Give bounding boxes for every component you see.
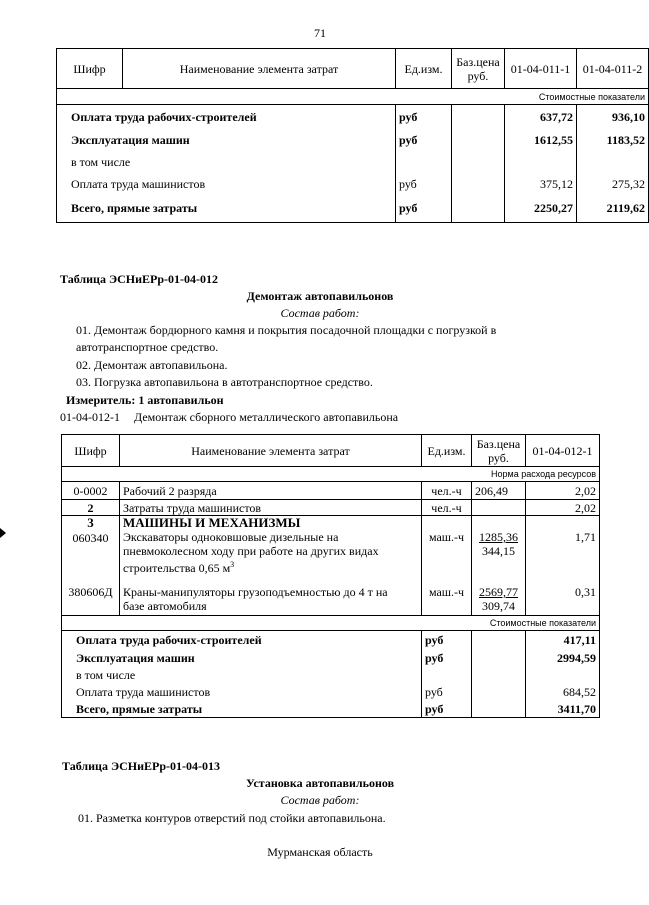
work-item-01: 01. Демонтаж бордюрного камня и покрытия посадочной площадки с погрузкой в — [76, 323, 497, 337]
row-name-line: строительства 0,65 м — [123, 561, 231, 575]
row-price-sub: 309,74 — [482, 599, 515, 613]
header-base-price: Баз.цена руб. — [472, 435, 526, 467]
row-unit: чел.-ч — [422, 500, 472, 516]
labor-label: Оплата труда рабочих-строителей — [57, 105, 396, 129]
row-code: 380606Д — [62, 578, 120, 616]
work-item-013-01: 01. Разметка контуров отверстий под стойки автопавильона. — [78, 811, 386, 825]
meter-label: Измеритель: 1 автопавильон — [66, 393, 224, 407]
header-col-01-04-011-1: 01-04-011-1 — [505, 49, 577, 89]
operators-value-1: 375,12 — [505, 173, 577, 195]
total-value: 3411,70 — [526, 701, 600, 718]
cost-indicators-label: Стоимостные показатели — [62, 616, 600, 631]
table-row — [62, 516, 600, 579]
resource-norm-label: Норма расхода ресурсов — [62, 467, 600, 482]
labor-label: Оплата труда рабочих-строителей — [62, 631, 422, 650]
operators-label: Оплата труда машинистов — [57, 173, 396, 195]
row-name-line: пневмоколесном ходу при работе на других видах — [123, 544, 379, 558]
row-price-main: 1285,36 — [479, 530, 518, 544]
group-name: МАШИНЫ И МЕХАНИЗМЫ — [123, 515, 301, 530]
machines-value-2: 1183,52 — [577, 129, 649, 151]
machines-label: Эксплуатация машин — [57, 129, 396, 151]
section-heading-013: Установка автопавильонов — [245, 776, 395, 790]
header-unit: Ед.изм. — [422, 435, 472, 467]
resource-table-01-04-012 — [61, 434, 600, 718]
row-name: Рабочий 2 разряда — [120, 482, 422, 500]
operators-value-2: 275,32 — [577, 173, 649, 195]
machines-label: Эксплуатация машин — [62, 650, 422, 667]
header-code: Шифр — [57, 49, 123, 89]
row-unit: чел.-ч — [422, 482, 472, 500]
row-code: 060340 — [72, 531, 109, 545]
table-title-012: Таблица ЭСНиЕРр-01-04-012 — [60, 272, 219, 286]
row-code: 0-0002 — [62, 482, 120, 500]
page-number: 71 — [314, 26, 326, 40]
row-unit: маш.-ч — [422, 516, 472, 579]
row-price-sub: 344,15 — [482, 544, 515, 558]
row-price-main: 2569,77 — [479, 585, 518, 599]
row-value: 1,71 — [526, 516, 600, 579]
operators-label: Оплата труда машинистов — [62, 684, 422, 701]
table-row — [62, 500, 600, 516]
row-name-line: Экскаваторы одноковшовые дизельные на — [123, 530, 339, 544]
row-name-line: Краны-манипуляторы грузоподъемностью до 4 т на — [123, 585, 388, 599]
item-name: Демонтаж сборного металлического автопавильона — [134, 410, 399, 424]
header-base-price: Баз.цена руб. — [452, 49, 505, 89]
row-name: Затраты труда машинистов — [120, 500, 422, 516]
labor-value-2: 936,10 — [577, 105, 649, 129]
header-col-01-04-011-2: 01-04-011-2 — [577, 49, 649, 89]
including-label: в том числе — [57, 151, 396, 173]
including-label: в том числе — [62, 667, 422, 684]
labor-unit: руб — [396, 105, 452, 129]
labor-unit: руб — [422, 631, 472, 650]
row-value: 2,02 — [526, 500, 600, 516]
row-price: 206,49 — [472, 482, 526, 500]
total-value-1: 2250,27 — [505, 195, 577, 223]
row-value: 2,02 — [526, 482, 600, 500]
works-title-013: Состав работ: — [280, 793, 360, 807]
operators-unit: руб — [422, 684, 472, 701]
row-name-line: базе автомобиля — [123, 599, 207, 613]
group-code: 3 — [87, 515, 94, 530]
margin-arrow-icon — [0, 528, 6, 538]
total-label: Всего, прямые затраты — [62, 701, 422, 718]
total-label: Всего, прямые затраты — [57, 195, 396, 223]
header-name: Наименование элемента затрат — [123, 49, 396, 89]
total-unit: руб — [396, 195, 452, 223]
operators-value: 684,52 — [526, 684, 600, 701]
labor-value-1: 637,72 — [505, 105, 577, 129]
work-item-01-cont: автотранспортное средство. — [76, 340, 219, 354]
works-title-012: Состав работ: — [280, 306, 360, 320]
machines-value-1: 1612,55 — [505, 129, 577, 151]
cost-indicators-label: Стоимостные показатели — [57, 89, 649, 105]
machines-unit: руб — [422, 650, 472, 667]
machines-value: 2994,59 — [526, 650, 600, 667]
header-code: Шифр — [62, 435, 120, 467]
row-value: 0,31 — [526, 578, 600, 616]
footer-region: Мурманская область — [267, 845, 373, 859]
superscript: 3 — [230, 560, 235, 569]
operators-unit: руб — [396, 173, 452, 195]
machines-unit: руб — [396, 129, 452, 151]
work-item-02: 02. Демонтаж автопавильона. — [76, 358, 228, 372]
row-unit: маш.-ч — [422, 578, 472, 616]
cost-table-01-04-011 — [56, 48, 649, 223]
table-row — [62, 578, 600, 616]
table-row — [62, 482, 600, 500]
total-unit: руб — [422, 701, 472, 718]
item-code: 01-04-012-1 — [60, 410, 120, 424]
header-name: Наименование элемента затрат — [120, 435, 422, 467]
header-unit: Ед.изм. — [396, 49, 452, 89]
header-col-01-04-012-1: 01-04-012-1 — [526, 435, 600, 467]
row-code: 2 — [62, 500, 120, 516]
section-heading-012: Демонтаж автопавильонов — [246, 289, 394, 303]
table-title-013: Таблица ЭСНиЕРр-01-04-013 — [62, 759, 221, 773]
labor-value: 417,11 — [526, 631, 600, 650]
work-item-03: 03. Погрузка автопавильона в автотранспортное средство. — [76, 375, 373, 389]
total-value-2: 2119,62 — [577, 195, 649, 223]
